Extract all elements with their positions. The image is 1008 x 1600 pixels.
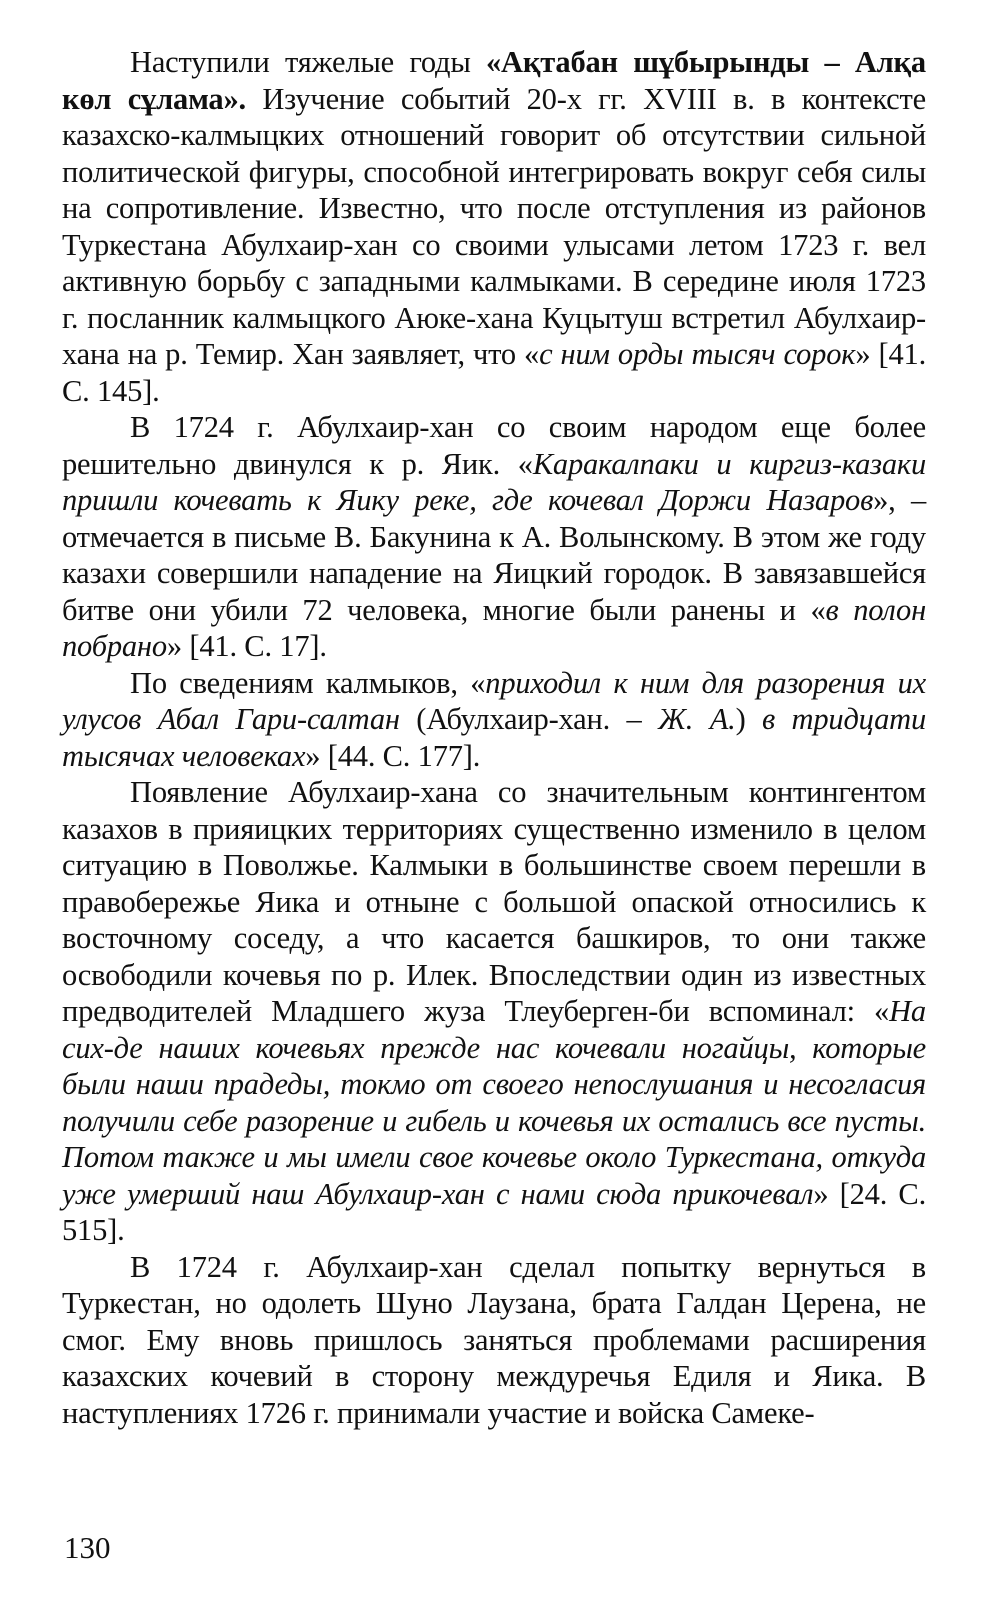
paragraph [62,774,926,1249]
paragraph [62,665,926,775]
text-run: По сведениям калмыков, « [130,665,486,700]
text-run: Появление Абулхаир-хана со значительным контингентом казахов в прияицких территориях существенно изменило в целом ситуацию в Поволжье. Калмыки в большинстве своем перешли в правобережье Яика и отныне с большой опаской относились к восточному соседу, а что касается башкиров, то они также освободили кочевья по р. Илек. Впоследствии один из известных предводителей Младшего жуза Тлеуберген-би вспоминал: « [62,775,926,1028]
text-run: В 1724 г. Абулхаир-хан со своим народом еще более решительно двинулся к р. Яик. « [62,410,926,481]
text-run: ) [735,702,762,736]
italic-quote: Каракалпаки и киргиз-казаки пришли кочевать к Яику реке, где кочевал Доржи Назаров [62,446,926,517]
italic-author-initials: Ж. А. [658,702,736,736]
text-run: » [44. С. 177]. [305,738,481,773]
text-run: » [41. С. 17]. [166,629,327,663]
text-run: », – отмечается в письме В. Бакунина к А. Волынскому. В этом же году казахи совершили нападение на Яицкий городок. В завязавшейся битве они убили 72 человека, многие были ранены и « [62,483,926,627]
text-run: » [41. С. 145]. [62,337,926,408]
italic-quote: в полон побрано [62,592,927,663]
italic-quote: с ним орды тысяч сорок [539,337,856,371]
text-run: Изучение событий 20-х гг. XVIII в. в контексте казахско-калмыцких отношений говорит об отсутствии сильной политической фигуры, способной интегрировать вокруг себя силы на сопротивление. Известно, что после отступления из районов Туркестана Абулхаир-хан со своими улысами летом 1723 г. вел активную борьбу с западными калмыками. В середине июля 1723 г. посланник калмыцкого Аюке-хана Куцытуш встретил Абулхаир-хана на р. Темир. Хан заявляет, что « [62,81,926,371]
paragraph [62,1249,926,1432]
paragraph [62,409,926,665]
paragraph [62,44,926,409]
italic-quote: приходил к ним для разорения их улусов Абал Гари-салтан [62,665,926,736]
page-number: 130 [64,1530,111,1565]
italic-quote: в тридцати тысячах человеках [62,702,927,773]
italic-quote: На сих-де наших кочевьях прежде нас кочевали ногайцы, которые были наши прадеды, токмо от своего непослушания и несогласия получили себе разорение и гибель и кочевья их остались все пусты. Потом также и мы имели свое кочевье около Туркестана, откуда уже умерший наш Абулхаир-хан с нами сюда прикочевал [62,994,926,1211]
text-run: (Абулхаир-хан. – [399,702,659,736]
bold-term: «Ақтабан шұбырынды – Алқа көл сұлама». [62,45,926,116]
text-run: Наступили тяжелые годы [130,45,486,79]
text-run: В 1724 г. Абулхаир-хан сделал попытку вернуться в Туркестан, но одолеть Шуно Лаузана, брата Галдан Церена, не смог. Ему вновь пришлось заняться проблемами расширения казахских кочевий в сторону междуречья Едиля и Яика. В наступлениях 1726 г. принимали участие и войска Самеке- [62,1249,926,1430]
page-body [62,44,926,1431]
text-run: » [24. С. 515]. [62,1176,927,1247]
